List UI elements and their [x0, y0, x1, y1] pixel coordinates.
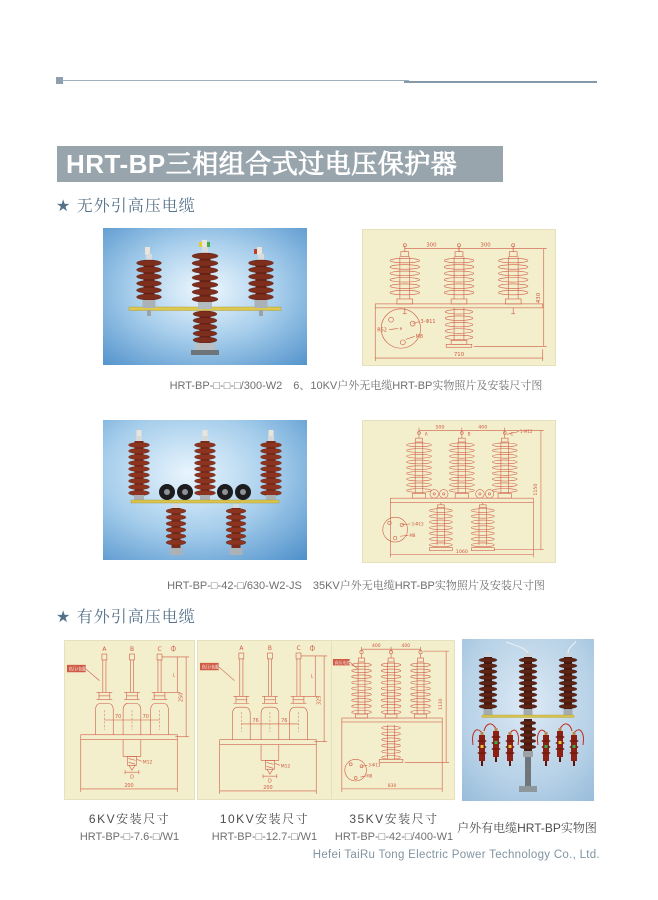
svg-text:200: 200	[124, 782, 134, 789]
header-rule-line-right	[404, 81, 597, 83]
caption-35kv-model: HRT-BP-□-42-□/400-W1	[334, 831, 454, 843]
svg-text:830: 830	[387, 783, 397, 789]
svg-text:高压电缆: 高压电缆	[68, 667, 86, 673]
caption-10kv-title: 10KV安装尺寸	[219, 812, 310, 826]
svg-text:1-M12: 1-M12	[519, 428, 533, 434]
drawing-6kv-install	[64, 640, 195, 800]
svg-text:70: 70	[142, 714, 149, 721]
svg-text:76: 76	[252, 717, 259, 724]
caption-6kv-model: HRT-BP-□-7.6-□/W1	[79, 831, 180, 843]
caption-6kv	[57, 810, 202, 843]
svg-text:L: L	[172, 673, 176, 679]
svg-text:B: B	[467, 432, 471, 438]
svg-text:B: B	[129, 647, 134, 654]
svg-text:400: 400	[401, 644, 411, 650]
drawn-terminations	[81, 654, 178, 770]
svg-text:M8: M8	[415, 333, 424, 340]
page-title: HRT-BP三相组合式过电压保护器	[57, 146, 503, 182]
product-photo-with-cables	[462, 639, 594, 801]
svg-text:400: 400	[371, 644, 381, 650]
svg-text:3-Φ13: 3-Φ13	[368, 762, 381, 768]
drawing-6-10kv-dimensions	[362, 229, 556, 366]
svg-text:1060: 1060	[455, 549, 468, 555]
svg-text:D: D	[268, 778, 272, 785]
photo-6-10kv-product	[103, 228, 307, 365]
flange-detail	[345, 759, 381, 781]
diameter-symbol-icon	[310, 645, 314, 651]
svg-text:500: 500	[435, 425, 445, 431]
photo-35kv-product	[103, 420, 307, 560]
svg-text:3-Φ13: 3-Φ13	[411, 521, 424, 527]
flange-detail	[383, 517, 424, 542]
dimension-lines	[81, 657, 189, 792]
dimension-drawing-35kv-w2	[363, 421, 555, 562]
svg-text:400: 400	[478, 425, 488, 431]
photo-with-cable-product	[462, 639, 594, 801]
svg-text:1130: 1130	[439, 698, 445, 711]
header-rule-line-left	[62, 80, 409, 81]
svg-text:C: C	[296, 646, 301, 653]
svg-text:A: A	[239, 646, 244, 653]
svg-text:C: C	[157, 647, 162, 654]
svg-text:M8: M8	[366, 773, 373, 779]
connecting-bar	[482, 715, 574, 718]
svg-text:70: 70	[115, 714, 122, 721]
svg-text:325: 325	[316, 695, 323, 705]
drawn-insulators	[375, 244, 543, 348]
footer-company-name: Hefei TaiRu Tong Electric Power Technology Co., Ltd.	[312, 849, 600, 861]
connecting-bar	[131, 500, 279, 503]
dimension-drawing-6kv	[65, 641, 194, 799]
svg-text:L: L	[310, 674, 314, 680]
dimension-drawing-10kv	[198, 641, 332, 799]
svg-text:250: 250	[178, 692, 185, 703]
cable-label-tag	[200, 663, 234, 681]
svg-text:M8: M8	[409, 532, 416, 538]
svg-text:300: 300	[480, 242, 491, 249]
caption-row1: HRT-BP-□-□-□/300-W2 6、10KV户外无电缆HRT-BP实物照片及安装尺寸图	[169, 380, 543, 392]
svg-text:200: 200	[263, 784, 273, 791]
svg-text:76: 76	[281, 717, 288, 724]
svg-text:1150: 1150	[534, 483, 540, 496]
dimension-lines	[220, 656, 327, 794]
drawn-terminations	[220, 653, 317, 774]
svg-text:B: B	[267, 646, 272, 653]
drawing-35kv-w2-dimensions	[362, 420, 556, 563]
svg-text:D: D	[130, 774, 134, 781]
caption-35kv	[319, 810, 469, 843]
product-photo-illustration	[103, 228, 307, 365]
svg-text:3-Φ11: 3-Φ11	[420, 319, 436, 326]
caption-photo-with-cable	[452, 819, 602, 836]
caption-10kv	[192, 810, 337, 843]
product-photo-illustration-35kv	[103, 420, 307, 560]
caption-35kv-title: 35KV安装尺寸	[349, 812, 439, 826]
cable-label-tag	[67, 665, 99, 681]
drawing-10kv-install	[197, 640, 333, 800]
svg-text:高压电缆: 高压电缆	[201, 665, 219, 671]
caption-6kv-title: 6KV安装尺寸	[88, 812, 171, 826]
drawn-insulators	[342, 650, 445, 762]
svg-text:710: 710	[453, 352, 465, 359]
dimension-drawing-6-10kv	[363, 230, 555, 365]
section-heading-with-cable: ★ 有外引高压电缆	[56, 609, 196, 626]
dimension-drawing-35kv-w1	[332, 641, 454, 799]
caption-10kv-model: HRT-BP-□-12.7-□/W1	[211, 831, 318, 843]
svg-text:430: 430	[535, 292, 542, 304]
svg-text:300: 300	[426, 242, 437, 249]
caption-row2: HRT-BP-□-42-□/630-W2-JS 35KV户外无电缆HRT-BP实物照片及安装尺寸图	[167, 580, 545, 592]
flange-detail	[377, 309, 435, 348]
svg-text:M12: M12	[142, 760, 153, 766]
section-heading-no-cable: ★ 无外引高压电缆	[56, 198, 196, 215]
diameter-symbol-icon	[171, 646, 175, 652]
svg-text:A: A	[102, 647, 107, 654]
svg-text:M12: M12	[280, 764, 291, 770]
svg-text:高压电缆: 高压电缆	[334, 660, 351, 666]
svg-text:A: A	[424, 432, 428, 438]
svg-text:C: C	[510, 432, 514, 438]
svg-text:R62: R62	[377, 327, 387, 334]
drawing-35kv-w1-install	[331, 640, 455, 800]
caption-photo-text: 户外有电缆HRT-BP实物图	[457, 821, 597, 835]
cable-label-tag	[333, 659, 358, 669]
